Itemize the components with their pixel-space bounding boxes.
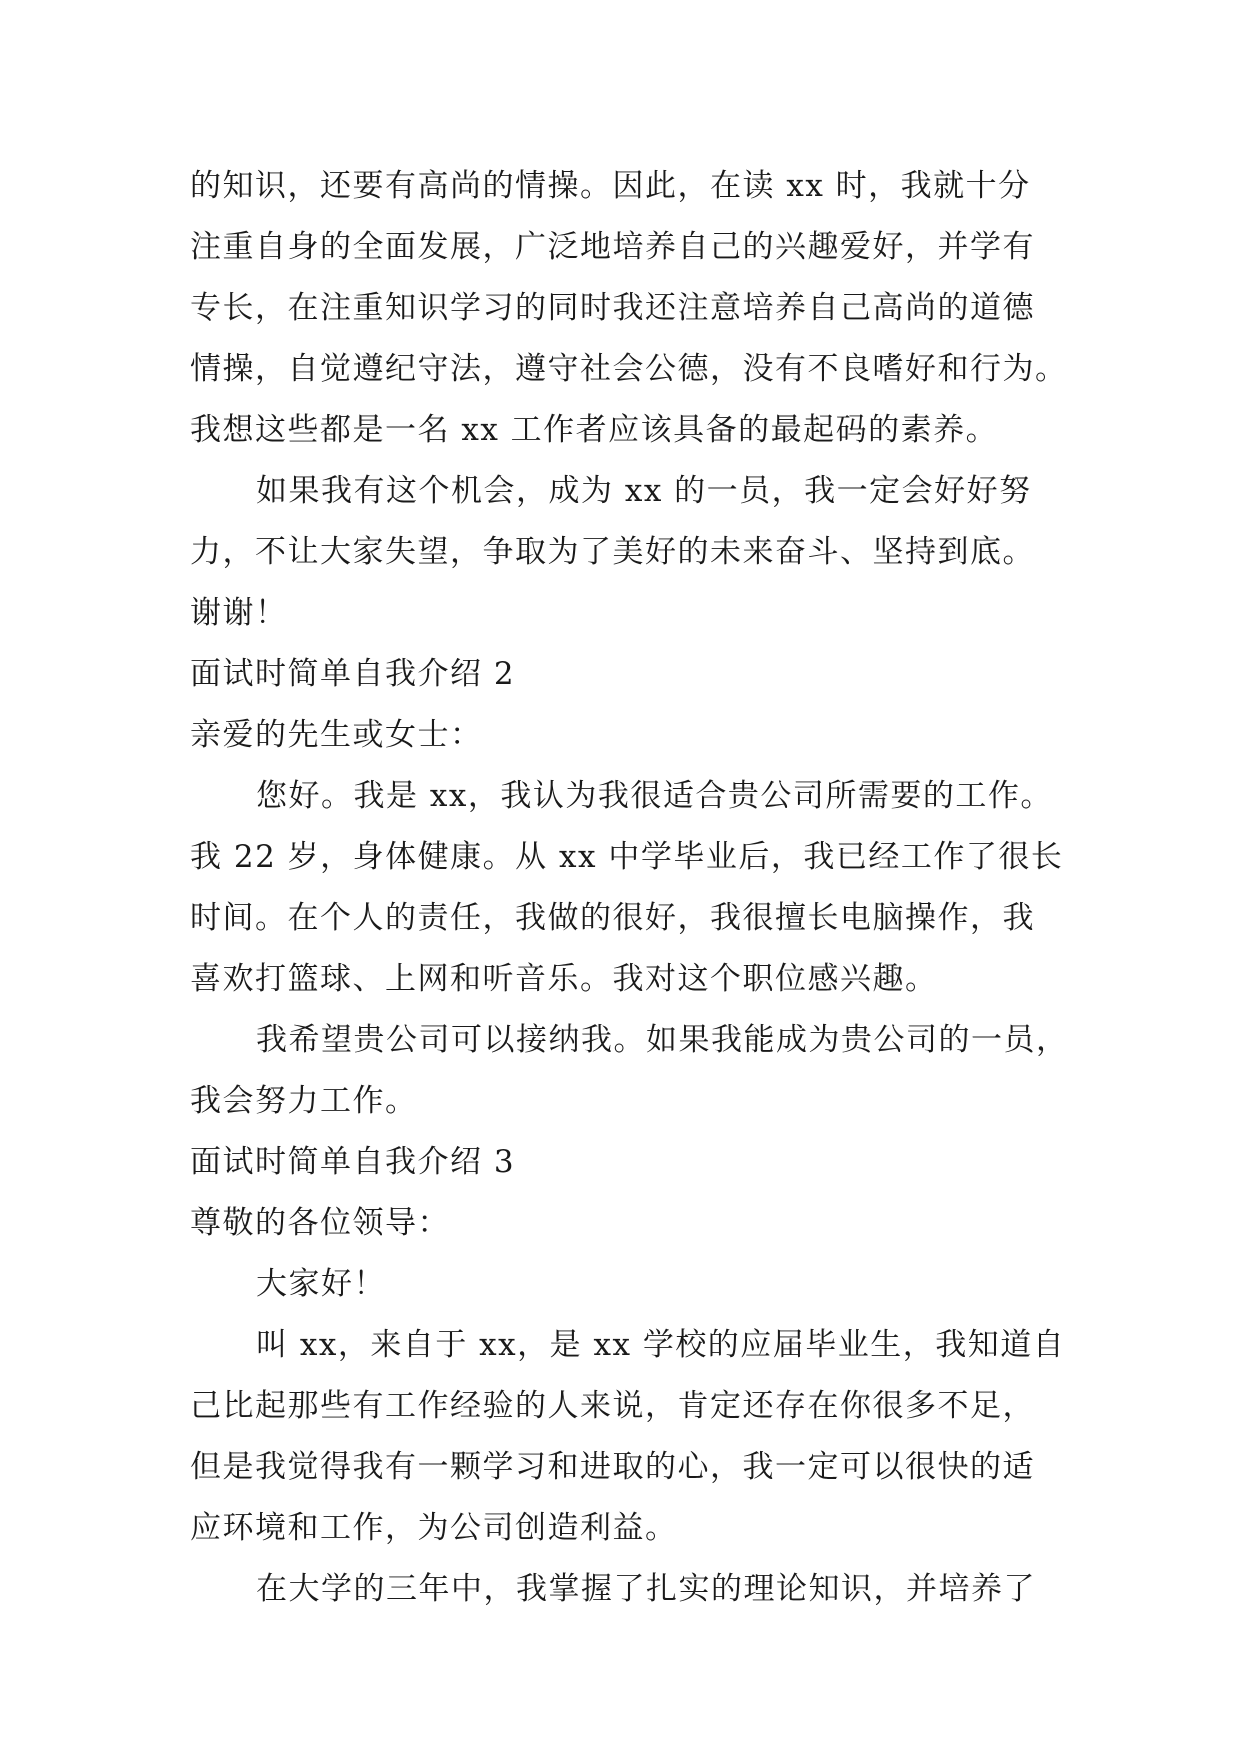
text-line: 的知识，还要有高尚的情操。因此，在读 xx 时，我就十分 [190, 168, 1031, 204]
text-line: 情操，自觉遵纪守法，遵守社会公德，没有不良嗜好和行为。 [190, 351, 1068, 387]
paragraph-start-line: 叫 xx，来自于 xx，是 xx 学校的应届毕业生，我知道自 [256, 1327, 1066, 1363]
text-line: 我 22 岁，身体健康。从 xx 中学毕业后，我已经工作了很长 [190, 839, 1064, 875]
section-heading: 面试时简单自我介绍 2 [190, 656, 516, 692]
paragraph-start-line: 在大学的三年中，我掌握了扎实的理论知识，并培养了 [256, 1571, 1036, 1607]
greeting-line: 大家好！ [256, 1266, 386, 1302]
text-line: 喜欢打篮球、上网和听音乐。我对这个职位感兴趣。 [190, 961, 938, 997]
text-line: 应环境和工作，为公司创造利益。 [190, 1510, 678, 1546]
paragraph-start-line: 如果我有这个机会，成为 xx 的一员，我一定会好好努 [256, 473, 1032, 509]
text-line: 谢谢！ [190, 595, 288, 631]
text-line: 我想这些都是一名 xx 工作者应该具备的最起码的素养。 [190, 412, 999, 448]
text-line: 但是我觉得我有一颗学习和进取的心，我一定可以很快的适 [190, 1449, 1035, 1485]
salutation: 尊敬的各位领导： [190, 1205, 450, 1241]
text-line: 力，不让大家失望，争取为了美好的未来奋斗、坚持到底。 [190, 534, 1035, 570]
section-heading: 面试时简单自我介绍 3 [190, 1144, 516, 1180]
text-line: 己比起那些有工作经验的人来说，肯定还存在你很多不足， [190, 1388, 1035, 1424]
paragraph-start-line: 您好。我是 xx，我认为我很适合贵公司所需要的工作。 [256, 778, 1053, 814]
text-line: 专长，在注重知识学习的同时我还注意培养自己高尚的道德 [190, 290, 1035, 326]
salutation: 亲爱的先生或女士： [190, 717, 483, 753]
text-line: 我会努力工作。 [190, 1083, 418, 1119]
text-line: 时间。在个人的责任，我做的很好，我很擅长电脑操作，我 [190, 900, 1035, 936]
paragraph-start-line: 我希望贵公司可以接纳我。如果我能成为贵公司的一员， [256, 1022, 1069, 1058]
text-line: 注重自身的全面发展，广泛地培养自己的兴趣爱好，并学有 [190, 229, 1035, 265]
